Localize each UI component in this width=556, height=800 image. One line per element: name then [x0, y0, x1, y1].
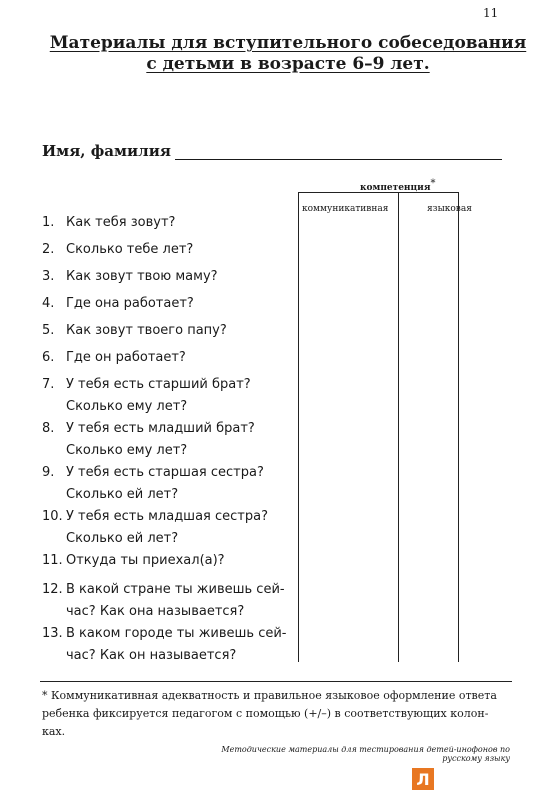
table-column-divider	[398, 192, 399, 662]
name-field-row	[42, 142, 502, 160]
question-item	[42, 347, 292, 369]
page-number: 11	[483, 6, 499, 20]
question-item	[42, 579, 292, 623]
question-item	[42, 212, 292, 234]
competence-footnote-mark: *	[430, 178, 436, 189]
footnote-divider	[40, 681, 512, 682]
question-text: Сколько тебе лет?	[66, 242, 194, 257]
question-text: У тебя есть старшая сестра? Сколько ей лет?	[66, 465, 264, 502]
question-text: Где она работает?	[66, 296, 194, 311]
question-text: У тебя есть младшая сестра? Сколько ей лет?	[66, 509, 268, 546]
question-item	[42, 623, 292, 667]
page-title	[40, 33, 536, 75]
title-line-1: Материалы для вступительного собеседования	[49, 33, 527, 53]
question-item	[42, 462, 292, 506]
question-text: Как зовут твоего папу?	[66, 323, 227, 338]
competence-header	[360, 178, 436, 193]
question-number: 9.	[42, 465, 55, 480]
question-number: 3.	[42, 269, 55, 284]
column-language: языковая	[427, 204, 472, 214]
question-text: Откуда ты приехал(а)?	[66, 553, 225, 568]
table-top-rule	[298, 192, 458, 193]
publisher-logo-icon: Л	[412, 768, 434, 790]
question-text: У тебя есть старший брат? Сколько ему лет?	[66, 377, 251, 414]
question-text: В каком городе ты живешь сей-час? Как он называется?	[66, 626, 287, 663]
question-number: 6.	[42, 350, 55, 365]
question-item	[42, 266, 292, 288]
footnote: * Коммуникативная адекватность и правильное языковое оформление ответа ребенка фиксируется педагогом с помощью (+/–) в соответствующих колон-ках.	[42, 689, 497, 738]
title-line-2: с детьми в возрасте 6–9 лет.	[146, 54, 430, 74]
question-number: 5.	[42, 323, 55, 338]
question-number: 1.	[42, 215, 55, 230]
question-number: 2.	[42, 242, 55, 257]
question-number: 13.	[42, 626, 63, 641]
question-item	[42, 550, 292, 572]
name-fill-line	[175, 143, 502, 160]
question-number: 11.	[42, 553, 63, 568]
column-communicative: коммуникативная	[302, 204, 389, 214]
question-item	[42, 320, 292, 342]
question-item	[42, 418, 292, 462]
page-footer: Методические материалы для тестирования детей-инофонов по русскому языку	[221, 745, 510, 763]
question-text: Где он работает?	[66, 350, 186, 365]
question-item	[42, 293, 292, 315]
question-text: У тебя есть младший брат? Сколько ему лет?	[66, 421, 255, 458]
question-text: В какой стране ты живешь сей-час? Как она называется?	[66, 582, 285, 619]
name-label: Имя, фамилия	[42, 142, 171, 160]
question-number: 7.	[42, 377, 55, 392]
question-number: 8.	[42, 421, 55, 436]
question-text: Как зовут твою маму?	[66, 269, 218, 284]
competence-header-label: компетенция	[360, 183, 431, 193]
question-item	[42, 506, 292, 550]
question-item	[42, 374, 292, 418]
table-left-border	[298, 192, 299, 662]
table-right-border	[458, 192, 459, 662]
question-text: Как тебя зовут?	[66, 215, 176, 230]
question-number: 12.	[42, 582, 63, 597]
question-item	[42, 239, 292, 261]
question-number: 4.	[42, 296, 55, 311]
question-number: 10.	[42, 509, 63, 524]
